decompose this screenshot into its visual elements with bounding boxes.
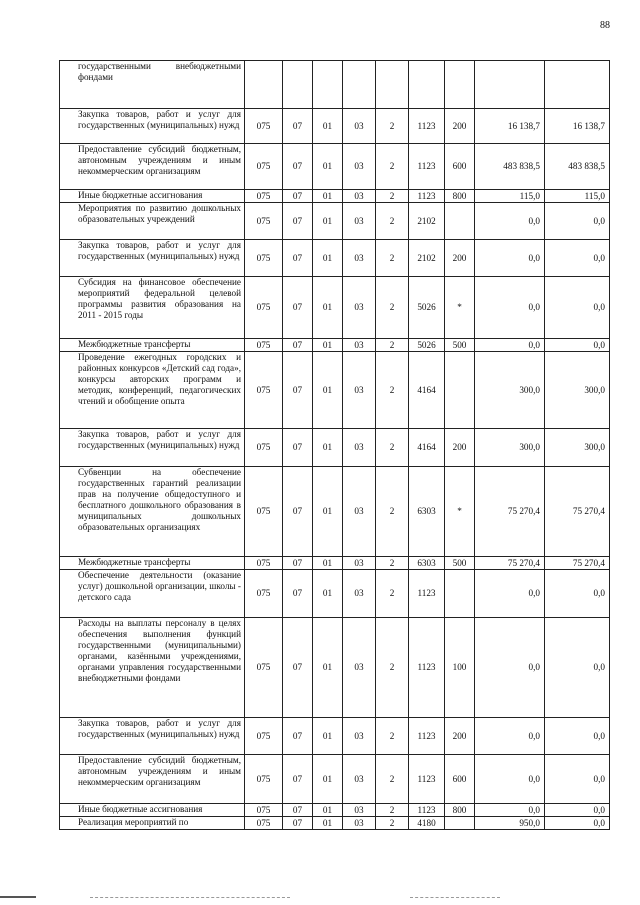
table-row bbox=[60, 804, 610, 817]
amount-planned: 300,0 bbox=[475, 352, 545, 429]
row-description: Межбюджетные трансферты bbox=[60, 557, 245, 570]
admin-code: 075 bbox=[245, 240, 283, 277]
subprogram-code: 2 bbox=[376, 755, 409, 804]
expense-type-code bbox=[445, 817, 475, 830]
row-description: Проведение ежегодных городских и районных конкурсов «Детский сад года», конкурсы авторских программ и методик, конференций, педагогических чтений и обобщение опыта bbox=[60, 352, 245, 429]
subsection-code: 01 bbox=[313, 109, 343, 144]
subprogram-code: 2 bbox=[376, 718, 409, 755]
program-code: 03 bbox=[343, 817, 376, 830]
program-code: 03 bbox=[343, 755, 376, 804]
subprogram-code: 2 bbox=[376, 817, 409, 830]
subprogram-code: 2 bbox=[376, 570, 409, 618]
scan-artifact-line bbox=[90, 897, 290, 898]
section-code: 07 bbox=[283, 277, 313, 339]
row-description: Иные бюджетные ассигнования bbox=[60, 804, 245, 817]
table-row bbox=[60, 240, 610, 277]
amount-approved: 0,0 bbox=[545, 718, 610, 755]
amount-approved: 0,0 bbox=[545, 277, 610, 339]
subprogram-code: 2 bbox=[376, 277, 409, 339]
subsection-code: 01 bbox=[313, 755, 343, 804]
activity-code: 5026 bbox=[409, 277, 445, 339]
expense-type-code: 200 bbox=[445, 240, 475, 277]
amount-approved: 0,0 bbox=[545, 203, 610, 240]
expense-type-code: * bbox=[445, 467, 475, 557]
row-description: Закупка товаров, работ и услуг для государственных (муниципальных) нужд bbox=[60, 718, 245, 755]
row-description: Мероприятия по развитию дошкольных образовательных учреждений bbox=[60, 203, 245, 240]
admin-code: 075 bbox=[245, 277, 283, 339]
expense-type-code: 500 bbox=[445, 339, 475, 352]
table-row bbox=[60, 144, 610, 190]
admin-code: 075 bbox=[245, 817, 283, 830]
admin-code: 075 bbox=[245, 804, 283, 817]
section-code: 07 bbox=[283, 240, 313, 277]
amount-planned: 0,0 bbox=[475, 618, 545, 718]
amount-planned: 0,0 bbox=[475, 570, 545, 618]
expense-type-code bbox=[445, 61, 475, 109]
subsection-code: 01 bbox=[313, 240, 343, 277]
activity-code: 2102 bbox=[409, 203, 445, 240]
amount-planned: 16 138,7 bbox=[475, 109, 545, 144]
amount-planned: 300,0 bbox=[475, 429, 545, 467]
section-code: 07 bbox=[283, 755, 313, 804]
expense-type-code bbox=[445, 203, 475, 240]
admin-code: 075 bbox=[245, 203, 283, 240]
expense-type-code: 100 bbox=[445, 618, 475, 718]
activity-code: 4180 bbox=[409, 817, 445, 830]
table-row bbox=[60, 277, 610, 339]
admin-code: 075 bbox=[245, 557, 283, 570]
program-code: 03 bbox=[343, 718, 376, 755]
table-row bbox=[60, 755, 610, 804]
subsection-code: 01 bbox=[313, 557, 343, 570]
amount-planned: 75 270,4 bbox=[475, 557, 545, 570]
subsection-code: 01 bbox=[313, 804, 343, 817]
section-code: 07 bbox=[283, 190, 313, 203]
program-code: 03 bbox=[343, 190, 376, 203]
activity-code: 4164 bbox=[409, 429, 445, 467]
program-code: 03 bbox=[343, 618, 376, 718]
expense-type-code: 800 bbox=[445, 190, 475, 203]
program-code: 03 bbox=[343, 109, 376, 144]
activity-code: 1123 bbox=[409, 109, 445, 144]
program-code: 03 bbox=[343, 203, 376, 240]
expense-type-code: * bbox=[445, 277, 475, 339]
activity-code bbox=[409, 61, 445, 109]
section-code: 07 bbox=[283, 817, 313, 830]
subprogram-code: 2 bbox=[376, 190, 409, 203]
amount-planned: 0,0 bbox=[475, 240, 545, 277]
program-code: 03 bbox=[343, 804, 376, 817]
amount-planned: 0,0 bbox=[475, 804, 545, 817]
row-description: государственными внебюджетными фондами bbox=[60, 61, 245, 109]
table-row bbox=[60, 109, 610, 144]
amount-planned: 0,0 bbox=[475, 718, 545, 755]
admin-code: 075 bbox=[245, 352, 283, 429]
section-code: 07 bbox=[283, 203, 313, 240]
admin-code: 075 bbox=[245, 144, 283, 190]
table-row bbox=[60, 618, 610, 718]
activity-code: 1123 bbox=[409, 755, 445, 804]
table-row bbox=[60, 352, 610, 429]
subprogram-code: 2 bbox=[376, 339, 409, 352]
row-description: Реализация мероприятий по bbox=[60, 817, 245, 830]
expense-type-code: 600 bbox=[445, 755, 475, 804]
activity-code: 5026 bbox=[409, 339, 445, 352]
section-code: 07 bbox=[283, 718, 313, 755]
subprogram-code: 2 bbox=[376, 203, 409, 240]
section-code: 07 bbox=[283, 570, 313, 618]
expense-type-code bbox=[445, 570, 475, 618]
subprogram-code: 2 bbox=[376, 109, 409, 144]
activity-code: 4164 bbox=[409, 352, 445, 429]
amount-planned: 0,0 bbox=[475, 277, 545, 339]
admin-code: 075 bbox=[245, 429, 283, 467]
table-row bbox=[60, 557, 610, 570]
program-code: 03 bbox=[343, 467, 376, 557]
subsection-code: 01 bbox=[313, 817, 343, 830]
row-description: Предоставление субсидий бюджетным, автономным учреждениям и иным некоммерческим организациям bbox=[60, 755, 245, 804]
table-row bbox=[60, 190, 610, 203]
program-code: 03 bbox=[343, 557, 376, 570]
section-code bbox=[283, 61, 313, 109]
scan-edge-mark bbox=[0, 896, 36, 898]
subsection-code: 01 bbox=[313, 429, 343, 467]
section-code: 07 bbox=[283, 557, 313, 570]
admin-code: 075 bbox=[245, 109, 283, 144]
subprogram-code: 2 bbox=[376, 467, 409, 557]
activity-code: 1123 bbox=[409, 804, 445, 817]
expense-type-code: 500 bbox=[445, 557, 475, 570]
activity-code: 6303 bbox=[409, 557, 445, 570]
activity-code: 1123 bbox=[409, 618, 445, 718]
subprogram-code: 2 bbox=[376, 352, 409, 429]
amount-approved: 0,0 bbox=[545, 240, 610, 277]
amount-planned: 483 838,5 bbox=[475, 144, 545, 190]
admin-code: 075 bbox=[245, 467, 283, 557]
admin-code bbox=[245, 61, 283, 109]
program-code: 03 bbox=[343, 339, 376, 352]
program-code: 03 bbox=[343, 570, 376, 618]
page-number: 88 bbox=[600, 20, 610, 31]
subsection-code: 01 bbox=[313, 718, 343, 755]
subsection-code bbox=[313, 61, 343, 109]
expense-type-code: 200 bbox=[445, 109, 475, 144]
program-code: 03 bbox=[343, 429, 376, 467]
amount-approved: 0,0 bbox=[545, 339, 610, 352]
row-description: Иные бюджетные ассигнования bbox=[60, 190, 245, 203]
section-code: 07 bbox=[283, 804, 313, 817]
subprogram-code: 2 bbox=[376, 557, 409, 570]
subsection-code: 01 bbox=[313, 570, 343, 618]
table-row bbox=[60, 61, 610, 109]
subsection-code: 01 bbox=[313, 277, 343, 339]
table-row bbox=[60, 718, 610, 755]
section-code: 07 bbox=[283, 467, 313, 557]
expense-type-code: 200 bbox=[445, 429, 475, 467]
activity-code: 6303 bbox=[409, 467, 445, 557]
budget-table bbox=[59, 60, 610, 830]
admin-code: 075 bbox=[245, 570, 283, 618]
amount-approved: 0,0 bbox=[545, 755, 610, 804]
subsection-code: 01 bbox=[313, 339, 343, 352]
program-code: 03 bbox=[343, 144, 376, 190]
section-code: 07 bbox=[283, 144, 313, 190]
table-row bbox=[60, 429, 610, 467]
subprogram-code: 2 bbox=[376, 429, 409, 467]
subsection-code: 01 bbox=[313, 190, 343, 203]
row-description: Субвенции на обеспечение государственных гарантий реализации прав на получение общедоступного и бесплатного дошкольного образования в муниципальных дошкольных образовательных организациях bbox=[60, 467, 245, 557]
subsection-code: 01 bbox=[313, 144, 343, 190]
table-row bbox=[60, 203, 610, 240]
amount-approved: 483 838,5 bbox=[545, 144, 610, 190]
admin-code: 075 bbox=[245, 718, 283, 755]
expense-type-code bbox=[445, 352, 475, 429]
amount-planned: 0,0 bbox=[475, 203, 545, 240]
amount-planned: 115,0 bbox=[475, 190, 545, 203]
amount-approved: 0,0 bbox=[545, 618, 610, 718]
section-code: 07 bbox=[283, 618, 313, 718]
amount-approved: 115,0 bbox=[545, 190, 610, 203]
activity-code: 1123 bbox=[409, 144, 445, 190]
scan-artifact-line bbox=[410, 897, 500, 898]
row-description: Субсидия на финансовое обеспечение мероприятий федеральной целевой программы развития образования на 2011 - 2015 годы bbox=[60, 277, 245, 339]
amount-approved: 75 270,4 bbox=[545, 557, 610, 570]
amount-approved: 0,0 bbox=[545, 817, 610, 830]
amount-planned: 0,0 bbox=[475, 339, 545, 352]
section-code: 07 bbox=[283, 109, 313, 144]
section-code: 07 bbox=[283, 339, 313, 352]
table-row bbox=[60, 339, 610, 352]
subprogram-code: 2 bbox=[376, 618, 409, 718]
program-code: 03 bbox=[343, 277, 376, 339]
expense-type-code: 600 bbox=[445, 144, 475, 190]
subsection-code: 01 bbox=[313, 467, 343, 557]
amount-approved: 0,0 bbox=[545, 804, 610, 817]
row-description: Обеспечение деятельности (оказание услуг) дошкольной организации, школы - детского сада bbox=[60, 570, 245, 618]
activity-code: 2102 bbox=[409, 240, 445, 277]
section-code: 07 bbox=[283, 352, 313, 429]
row-description: Закупка товаров, работ и услуг для государственных (муниципальных) нужд bbox=[60, 240, 245, 277]
subprogram-code: 2 bbox=[376, 144, 409, 190]
subprogram-code: 2 bbox=[376, 804, 409, 817]
row-description: Межбюджетные трансферты bbox=[60, 339, 245, 352]
amount-planned: 0,0 bbox=[475, 755, 545, 804]
row-description: Закупка товаров, работ и услуг для государственных (муниципальных) нужд bbox=[60, 109, 245, 144]
amount-planned: 75 270,4 bbox=[475, 467, 545, 557]
section-code: 07 bbox=[283, 429, 313, 467]
subsection-code: 01 bbox=[313, 618, 343, 718]
row-description: Расходы на выплаты персоналу в целях обеспечения выполнения функций государственными (муниципальными) органами, казёнными учреждениями, органами управления государственными внебюджетными фондами bbox=[60, 618, 245, 718]
amount-approved: 0,0 bbox=[545, 570, 610, 618]
table-row bbox=[60, 467, 610, 557]
admin-code: 075 bbox=[245, 618, 283, 718]
admin-code: 075 bbox=[245, 190, 283, 203]
row-description: Закупка товаров, работ и услуг для государственных (муниципальных) нужд bbox=[60, 429, 245, 467]
program-code bbox=[343, 61, 376, 109]
subprogram-code: 2 bbox=[376, 240, 409, 277]
expense-type-code: 800 bbox=[445, 804, 475, 817]
subsection-code: 01 bbox=[313, 352, 343, 429]
amount-approved: 16 138,7 bbox=[545, 109, 610, 144]
program-code: 03 bbox=[343, 240, 376, 277]
expense-type-code: 200 bbox=[445, 718, 475, 755]
subsection-code: 01 bbox=[313, 203, 343, 240]
subprogram-code bbox=[376, 61, 409, 109]
table-row bbox=[60, 570, 610, 618]
activity-code: 1123 bbox=[409, 718, 445, 755]
admin-code: 075 bbox=[245, 339, 283, 352]
amount-approved: 75 270,4 bbox=[545, 467, 610, 557]
row-description: Предоставление субсидий бюджетным, автономным учреждениям и иным некоммерческим организациям bbox=[60, 144, 245, 190]
program-code: 03 bbox=[343, 352, 376, 429]
amount-approved: 300,0 bbox=[545, 352, 610, 429]
amount-approved: 300,0 bbox=[545, 429, 610, 467]
table-row bbox=[60, 817, 610, 830]
activity-code: 1123 bbox=[409, 190, 445, 203]
amount-planned: 950,0 bbox=[475, 817, 545, 830]
activity-code: 1123 bbox=[409, 570, 445, 618]
amount-approved bbox=[545, 61, 610, 109]
admin-code: 075 bbox=[245, 755, 283, 804]
amount-planned bbox=[475, 61, 545, 109]
